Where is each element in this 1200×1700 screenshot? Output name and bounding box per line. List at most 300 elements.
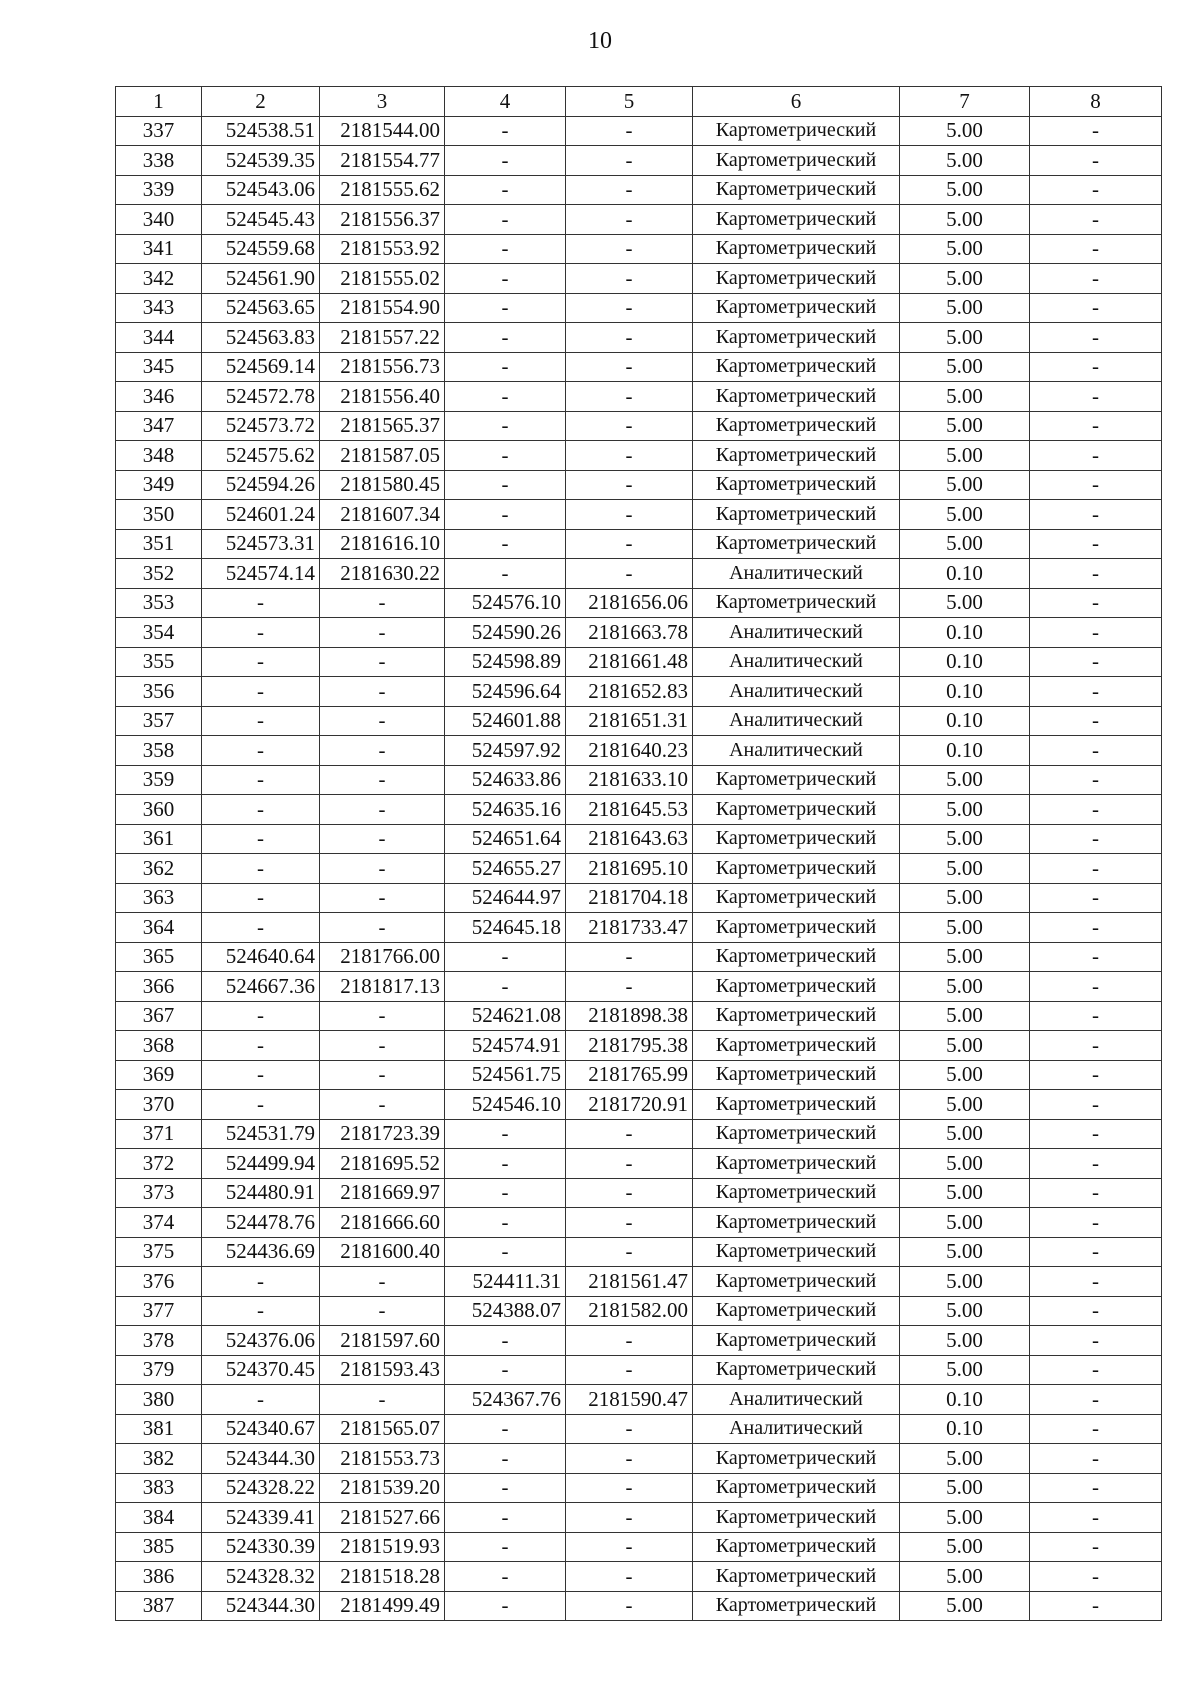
- table-row: [116, 205, 1162, 235]
- method-cell: Картометрический: [693, 765, 900, 795]
- table-row: [116, 1385, 1162, 1415]
- method-cell: Картометрический: [693, 116, 900, 146]
- point-number-cell: 378: [116, 1326, 202, 1356]
- accuracy-cell: 5.00: [900, 1237, 1030, 1267]
- method-cell: Картометрический: [693, 1208, 900, 1238]
- accuracy-cell: 5.00: [900, 972, 1030, 1002]
- x-coordinate-new-cell: -: [445, 205, 566, 235]
- point-number-cell: 351: [116, 529, 202, 559]
- x-coordinate-new-cell: 524621.08: [445, 1001, 566, 1031]
- method-cell: Аналитический: [693, 1385, 900, 1415]
- method-cell: Картометрический: [693, 1149, 900, 1179]
- accuracy-cell: 5.00: [900, 1208, 1030, 1238]
- method-cell: Картометрический: [693, 1532, 900, 1562]
- x-coordinate-new-cell: -: [445, 175, 566, 205]
- y-coordinate-cell: -: [320, 677, 445, 707]
- x-coordinate-new-cell: -: [445, 116, 566, 146]
- point-number-cell: 364: [116, 913, 202, 943]
- method-cell: Картометрический: [693, 1444, 900, 1474]
- accuracy-cell: 5.00: [900, 470, 1030, 500]
- table-row: [116, 1031, 1162, 1061]
- table-row: [116, 411, 1162, 441]
- y-coordinate-cell: 2181817.13: [320, 972, 445, 1002]
- table-row: [116, 913, 1162, 943]
- accuracy-cell: 5.00: [900, 500, 1030, 530]
- accuracy-cell: 5.00: [900, 883, 1030, 913]
- accuracy-cell: 0.10: [900, 706, 1030, 736]
- y-coordinate-new-cell: 2181633.10: [566, 765, 693, 795]
- method-cell: Аналитический: [693, 647, 900, 677]
- table-row: [116, 1090, 1162, 1120]
- x-coordinate-new-cell: -: [445, 1326, 566, 1356]
- method-cell: Картометрический: [693, 795, 900, 825]
- method-cell: Картометрический: [693, 1591, 900, 1621]
- y-coordinate-new-cell: -: [566, 1591, 693, 1621]
- description-cell: -: [1030, 441, 1162, 471]
- accuracy-cell: 0.10: [900, 736, 1030, 766]
- y-coordinate-new-cell: 2181661.48: [566, 647, 693, 677]
- table-row: [116, 618, 1162, 648]
- point-number-cell: 380: [116, 1385, 202, 1415]
- point-number-cell: 343: [116, 293, 202, 323]
- x-coordinate-cell: -: [202, 913, 320, 943]
- table-row: [116, 146, 1162, 176]
- accuracy-cell: 5.00: [900, 1178, 1030, 1208]
- table-row: [116, 500, 1162, 530]
- page-number: 10: [588, 28, 612, 54]
- y-coordinate-cell: 2181587.05: [320, 441, 445, 471]
- y-coordinate-new-cell: -: [566, 470, 693, 500]
- y-coordinate-cell: -: [320, 1385, 445, 1415]
- x-coordinate-new-cell: -: [445, 1562, 566, 1592]
- accuracy-cell: 5.00: [900, 854, 1030, 884]
- accuracy-cell: 5.00: [900, 205, 1030, 235]
- y-coordinate-cell: 2181695.52: [320, 1149, 445, 1179]
- table-row: [116, 1591, 1162, 1621]
- table-row: [116, 116, 1162, 146]
- description-cell: -: [1030, 175, 1162, 205]
- y-coordinate-cell: -: [320, 588, 445, 618]
- point-number-cell: 369: [116, 1060, 202, 1090]
- method-cell: Картометрический: [693, 1562, 900, 1592]
- method-cell: Картометрический: [693, 382, 900, 412]
- y-coordinate-cell: -: [320, 883, 445, 913]
- point-number-cell: 350: [116, 500, 202, 530]
- method-cell: Картометрический: [693, 1090, 900, 1120]
- y-coordinate-new-cell: -: [566, 175, 693, 205]
- description-cell: -: [1030, 1149, 1162, 1179]
- y-coordinate-cell: -: [320, 795, 445, 825]
- point-number-cell: 370: [116, 1090, 202, 1120]
- x-coordinate-new-cell: -: [445, 1178, 566, 1208]
- method-cell: Картометрический: [693, 972, 900, 1002]
- table-row: [116, 1119, 1162, 1149]
- column-header: 6: [693, 87, 900, 117]
- y-coordinate-new-cell: -: [566, 1414, 693, 1444]
- y-coordinate-cell: 2181630.22: [320, 559, 445, 589]
- y-coordinate-new-cell: -: [566, 234, 693, 264]
- accuracy-cell: 5.00: [900, 146, 1030, 176]
- y-coordinate-cell: 2181565.37: [320, 411, 445, 441]
- column-header: 3: [320, 87, 445, 117]
- point-number-cell: 371: [116, 1119, 202, 1149]
- point-number-cell: 372: [116, 1149, 202, 1179]
- point-number-cell: 384: [116, 1503, 202, 1533]
- accuracy-cell: 5.00: [900, 411, 1030, 441]
- table-row: [116, 824, 1162, 854]
- x-coordinate-cell: 524559.68: [202, 234, 320, 264]
- x-coordinate-cell: 524594.26: [202, 470, 320, 500]
- y-coordinate-cell: 2181723.39: [320, 1119, 445, 1149]
- method-cell: Картометрический: [693, 352, 900, 382]
- x-coordinate-cell: -: [202, 1385, 320, 1415]
- y-coordinate-new-cell: -: [566, 293, 693, 323]
- description-cell: -: [1030, 706, 1162, 736]
- accuracy-cell: 5.00: [900, 234, 1030, 264]
- y-coordinate-new-cell: 2181561.47: [566, 1267, 693, 1297]
- point-number-cell: 360: [116, 795, 202, 825]
- table-row: [116, 441, 1162, 471]
- point-number-cell: 355: [116, 647, 202, 677]
- method-cell: Картометрический: [693, 441, 900, 471]
- method-cell: Картометрический: [693, 1503, 900, 1533]
- x-coordinate-new-cell: -: [445, 1414, 566, 1444]
- accuracy-cell: 5.00: [900, 1031, 1030, 1061]
- description-cell: -: [1030, 529, 1162, 559]
- x-coordinate-cell: 524575.62: [202, 441, 320, 471]
- x-coordinate-new-cell: 524367.76: [445, 1385, 566, 1415]
- point-number-cell: 358: [116, 736, 202, 766]
- point-number-cell: 344: [116, 323, 202, 353]
- point-number-cell: 357: [116, 706, 202, 736]
- y-coordinate-cell: 2181597.60: [320, 1326, 445, 1356]
- y-coordinate-cell: 2181554.90: [320, 293, 445, 323]
- method-cell: Картометрический: [693, 1355, 900, 1385]
- description-cell: -: [1030, 1237, 1162, 1267]
- accuracy-cell: 0.10: [900, 1414, 1030, 1444]
- x-coordinate-new-cell: -: [445, 323, 566, 353]
- table-row: [116, 1532, 1162, 1562]
- x-coordinate-cell: -: [202, 795, 320, 825]
- table-row: [116, 293, 1162, 323]
- column-header: 4: [445, 87, 566, 117]
- accuracy-cell: 5.00: [900, 795, 1030, 825]
- accuracy-cell: 0.10: [900, 618, 1030, 648]
- accuracy-cell: 5.00: [900, 1355, 1030, 1385]
- x-coordinate-cell: -: [202, 824, 320, 854]
- y-coordinate-cell: 2181527.66: [320, 1503, 445, 1533]
- y-coordinate-new-cell: -: [566, 146, 693, 176]
- accuracy-cell: 5.00: [900, 765, 1030, 795]
- method-cell: Картометрический: [693, 1296, 900, 1326]
- x-coordinate-cell: 524480.91: [202, 1178, 320, 1208]
- y-coordinate-new-cell: 2181695.10: [566, 854, 693, 884]
- description-cell: -: [1030, 854, 1162, 884]
- point-number-cell: 377: [116, 1296, 202, 1326]
- x-coordinate-new-cell: 524411.31: [445, 1267, 566, 1297]
- accuracy-cell: 5.00: [900, 1326, 1030, 1356]
- y-coordinate-new-cell: -: [566, 1208, 693, 1238]
- table-row: [116, 1296, 1162, 1326]
- point-number-cell: 376: [116, 1267, 202, 1297]
- y-coordinate-cell: -: [320, 765, 445, 795]
- column-header: 8: [1030, 87, 1162, 117]
- point-number-cell: 356: [116, 677, 202, 707]
- y-coordinate-cell: -: [320, 854, 445, 884]
- method-cell: Аналитический: [693, 1414, 900, 1444]
- accuracy-cell: 5.00: [900, 264, 1030, 294]
- y-coordinate-new-cell: 2181651.31: [566, 706, 693, 736]
- x-coordinate-new-cell: -: [445, 293, 566, 323]
- x-coordinate-new-cell: -: [445, 411, 566, 441]
- method-cell: Картометрический: [693, 588, 900, 618]
- point-number-cell: 338: [116, 146, 202, 176]
- y-coordinate-cell: -: [320, 647, 445, 677]
- x-coordinate-cell: -: [202, 736, 320, 766]
- y-coordinate-new-cell: 2181645.53: [566, 795, 693, 825]
- table-row: [116, 1237, 1162, 1267]
- y-coordinate-cell: -: [320, 736, 445, 766]
- y-coordinate-cell: 2181499.49: [320, 1591, 445, 1621]
- point-number-cell: 341: [116, 234, 202, 264]
- y-coordinate-new-cell: -: [566, 264, 693, 294]
- table-row: [116, 795, 1162, 825]
- table-row: [116, 264, 1162, 294]
- table-row: [116, 559, 1162, 589]
- description-cell: -: [1030, 1473, 1162, 1503]
- description-cell: -: [1030, 647, 1162, 677]
- method-cell: Аналитический: [693, 618, 900, 648]
- accuracy-cell: 5.00: [900, 1001, 1030, 1031]
- description-cell: -: [1030, 618, 1162, 648]
- table-row: [116, 1473, 1162, 1503]
- method-cell: Картометрический: [693, 234, 900, 264]
- method-cell: Картометрический: [693, 323, 900, 353]
- y-coordinate-cell: 2181555.02: [320, 264, 445, 294]
- description-cell: -: [1030, 677, 1162, 707]
- table-row: [116, 1149, 1162, 1179]
- x-coordinate-new-cell: -: [445, 352, 566, 382]
- y-coordinate-new-cell: 2181765.99: [566, 1060, 693, 1090]
- method-cell: Картометрический: [693, 854, 900, 884]
- y-coordinate-new-cell: -: [566, 1503, 693, 1533]
- description-cell: -: [1030, 736, 1162, 766]
- point-number-cell: 359: [116, 765, 202, 795]
- description-cell: -: [1030, 795, 1162, 825]
- method-cell: Картометрический: [693, 883, 900, 913]
- x-coordinate-new-cell: -: [445, 470, 566, 500]
- table-row: [116, 1562, 1162, 1592]
- description-cell: -: [1030, 1178, 1162, 1208]
- description-cell: -: [1030, 1562, 1162, 1592]
- y-coordinate-cell: 2181607.34: [320, 500, 445, 530]
- x-coordinate-new-cell: 524598.89: [445, 647, 566, 677]
- table-row: [116, 1208, 1162, 1238]
- x-coordinate-cell: 524545.43: [202, 205, 320, 235]
- table-row: [116, 677, 1162, 707]
- point-number-cell: 386: [116, 1562, 202, 1592]
- x-coordinate-new-cell: -: [445, 1444, 566, 1474]
- y-coordinate-cell: 2181666.60: [320, 1208, 445, 1238]
- table-row: [116, 647, 1162, 677]
- y-coordinate-new-cell: -: [566, 1237, 693, 1267]
- point-number-cell: 352: [116, 559, 202, 589]
- x-coordinate-cell: -: [202, 854, 320, 884]
- method-cell: Картометрический: [693, 205, 900, 235]
- accuracy-cell: 5.00: [900, 1503, 1030, 1533]
- accuracy-cell: 5.00: [900, 1090, 1030, 1120]
- method-cell: Картометрический: [693, 470, 900, 500]
- description-cell: -: [1030, 1296, 1162, 1326]
- x-coordinate-cell: -: [202, 1090, 320, 1120]
- y-coordinate-cell: 2181556.40: [320, 382, 445, 412]
- x-coordinate-new-cell: -: [445, 942, 566, 972]
- x-coordinate-new-cell: -: [445, 1532, 566, 1562]
- method-cell: Аналитический: [693, 559, 900, 589]
- y-coordinate-cell: 2181555.62: [320, 175, 445, 205]
- method-cell: Картометрический: [693, 264, 900, 294]
- point-number-cell: 349: [116, 470, 202, 500]
- x-coordinate-cell: -: [202, 1267, 320, 1297]
- x-coordinate-new-cell: 524601.88: [445, 706, 566, 736]
- x-coordinate-cell: 524339.41: [202, 1503, 320, 1533]
- x-coordinate-new-cell: -: [445, 1473, 566, 1503]
- x-coordinate-cell: 524574.14: [202, 559, 320, 589]
- x-coordinate-cell: -: [202, 1001, 320, 1031]
- x-coordinate-cell: 524499.94: [202, 1149, 320, 1179]
- method-cell: Картометрический: [693, 1031, 900, 1061]
- column-header: 5: [566, 87, 693, 117]
- y-coordinate-cell: -: [320, 1090, 445, 1120]
- point-number-cell: 342: [116, 264, 202, 294]
- y-coordinate-cell: -: [320, 1296, 445, 1326]
- y-coordinate-new-cell: -: [566, 559, 693, 589]
- description-cell: -: [1030, 1031, 1162, 1061]
- y-coordinate-new-cell: -: [566, 441, 693, 471]
- x-coordinate-cell: 524436.69: [202, 1237, 320, 1267]
- header-row: [116, 87, 1162, 117]
- description-cell: -: [1030, 205, 1162, 235]
- x-coordinate-cell: 524340.67: [202, 1414, 320, 1444]
- point-number-cell: 363: [116, 883, 202, 913]
- accuracy-cell: 0.10: [900, 1385, 1030, 1415]
- accuracy-cell: 5.00: [900, 441, 1030, 471]
- x-coordinate-cell: -: [202, 588, 320, 618]
- y-coordinate-cell: 2181539.20: [320, 1473, 445, 1503]
- table-row: [116, 1414, 1162, 1444]
- accuracy-cell: 5.00: [900, 1444, 1030, 1474]
- x-coordinate-new-cell: -: [445, 441, 566, 471]
- x-coordinate-cell: 524344.30: [202, 1591, 320, 1621]
- y-coordinate-new-cell: -: [566, 1473, 693, 1503]
- x-coordinate-new-cell: 524576.10: [445, 588, 566, 618]
- x-coordinate-new-cell: 524635.16: [445, 795, 566, 825]
- x-coordinate-new-cell: -: [445, 146, 566, 176]
- description-cell: -: [1030, 1385, 1162, 1415]
- method-cell: Картометрический: [693, 293, 900, 323]
- description-cell: -: [1030, 1119, 1162, 1149]
- x-coordinate-cell: 524344.30: [202, 1444, 320, 1474]
- method-cell: Картометрический: [693, 500, 900, 530]
- y-coordinate-new-cell: -: [566, 116, 693, 146]
- table-row: [116, 942, 1162, 972]
- description-cell: -: [1030, 1355, 1162, 1385]
- table-row: [116, 175, 1162, 205]
- table-row: [116, 1060, 1162, 1090]
- table-row: [116, 352, 1162, 382]
- x-coordinate-cell: -: [202, 1060, 320, 1090]
- x-coordinate-new-cell: -: [445, 1503, 566, 1533]
- description-cell: -: [1030, 116, 1162, 146]
- table-row: [116, 1326, 1162, 1356]
- y-coordinate-new-cell: 2181663.78: [566, 618, 693, 648]
- y-coordinate-cell: 2181600.40: [320, 1237, 445, 1267]
- description-cell: -: [1030, 264, 1162, 294]
- x-coordinate-new-cell: 524561.75: [445, 1060, 566, 1090]
- x-coordinate-cell: 524640.64: [202, 942, 320, 972]
- x-coordinate-cell: -: [202, 647, 320, 677]
- y-coordinate-cell: -: [320, 1031, 445, 1061]
- point-number-cell: 382: [116, 1444, 202, 1474]
- description-cell: -: [1030, 588, 1162, 618]
- description-cell: -: [1030, 352, 1162, 382]
- point-number-cell: 362: [116, 854, 202, 884]
- y-coordinate-new-cell: -: [566, 942, 693, 972]
- point-number-cell: 379: [116, 1355, 202, 1385]
- x-coordinate-new-cell: -: [445, 1237, 566, 1267]
- x-coordinate-new-cell: -: [445, 1355, 566, 1385]
- y-coordinate-cell: 2181593.43: [320, 1355, 445, 1385]
- x-coordinate-cell: -: [202, 677, 320, 707]
- y-coordinate-new-cell: -: [566, 972, 693, 1002]
- description-cell: -: [1030, 765, 1162, 795]
- y-coordinate-new-cell: -: [566, 1532, 693, 1562]
- x-coordinate-new-cell: -: [445, 1149, 566, 1179]
- table-row: [116, 883, 1162, 913]
- x-coordinate-cell: 524561.90: [202, 264, 320, 294]
- x-coordinate-cell: -: [202, 706, 320, 736]
- x-coordinate-new-cell: -: [445, 1119, 566, 1149]
- y-coordinate-new-cell: 2181720.91: [566, 1090, 693, 1120]
- x-coordinate-new-cell: -: [445, 234, 566, 264]
- accuracy-cell: 5.00: [900, 1149, 1030, 1179]
- x-coordinate-cell: -: [202, 618, 320, 648]
- x-coordinate-new-cell: -: [445, 1208, 566, 1238]
- y-coordinate-cell: -: [320, 913, 445, 943]
- accuracy-cell: 5.00: [900, 913, 1030, 943]
- x-coordinate-cell: 524478.76: [202, 1208, 320, 1238]
- description-cell: -: [1030, 1532, 1162, 1562]
- description-cell: -: [1030, 1267, 1162, 1297]
- x-coordinate-cell: 524370.45: [202, 1355, 320, 1385]
- x-coordinate-cell: 524543.06: [202, 175, 320, 205]
- accuracy-cell: 5.00: [900, 1532, 1030, 1562]
- x-coordinate-new-cell: 524546.10: [445, 1090, 566, 1120]
- method-cell: Картометрический: [693, 529, 900, 559]
- point-number-cell: 366: [116, 972, 202, 1002]
- point-number-cell: 340: [116, 205, 202, 235]
- table-row: [116, 323, 1162, 353]
- y-coordinate-cell: -: [320, 824, 445, 854]
- x-coordinate-cell: 524328.32: [202, 1562, 320, 1592]
- y-coordinate-new-cell: 2181733.47: [566, 913, 693, 943]
- table-row: [116, 706, 1162, 736]
- y-coordinate-new-cell: -: [566, 1178, 693, 1208]
- y-coordinate-cell: -: [320, 1060, 445, 1090]
- y-coordinate-new-cell: -: [566, 1149, 693, 1179]
- y-coordinate-cell: 2181556.73: [320, 352, 445, 382]
- column-header: 7: [900, 87, 1030, 117]
